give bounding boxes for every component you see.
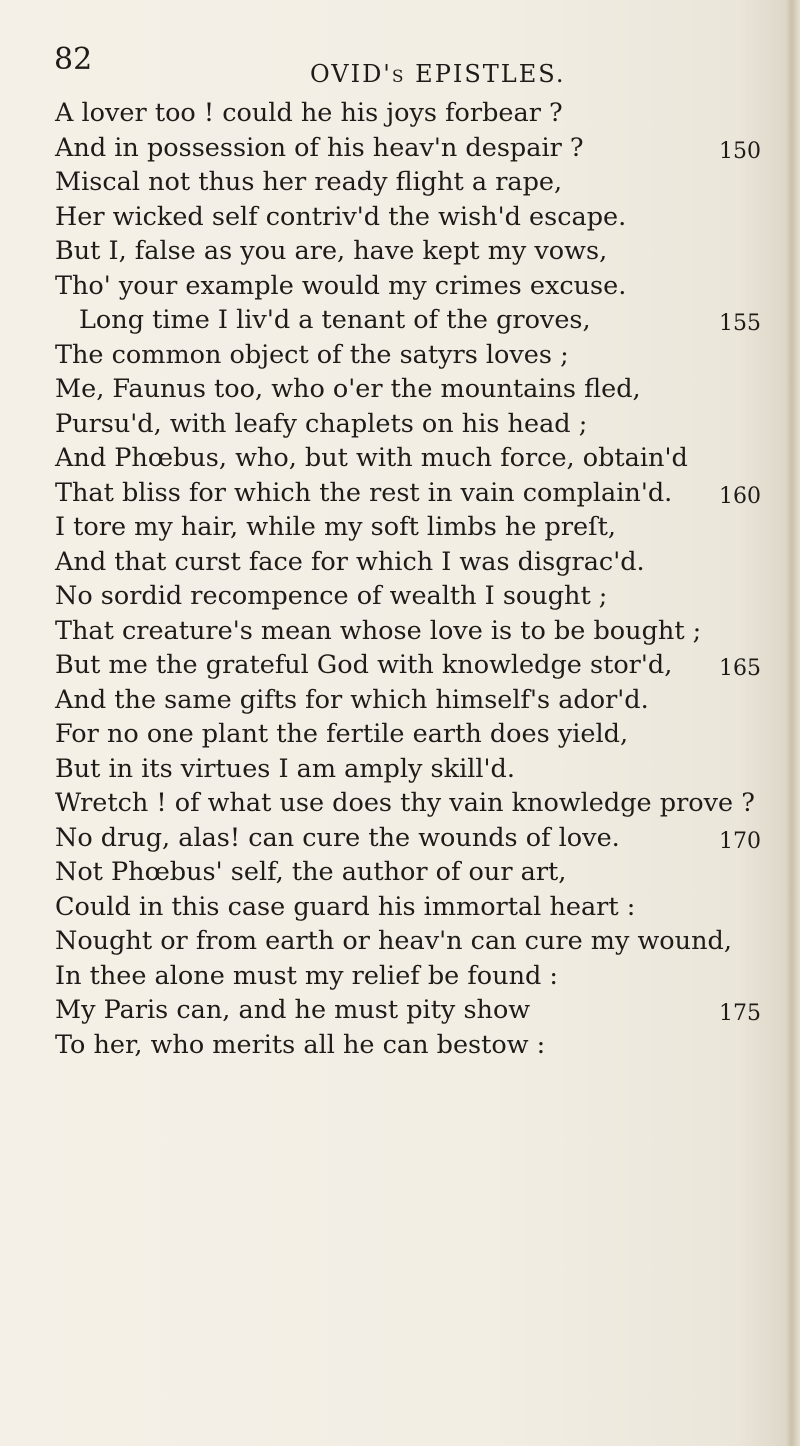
verse-text: Me, Faunus too, who o'er the mountains fled, <box>55 374 641 404</box>
verse-text: To her, who merits all he can bestow : <box>55 1029 546 1060</box>
verse-line <box>55 579 775 614</box>
verse-text: And the same gifts for which himself's ador'd. <box>55 684 649 715</box>
poem-body <box>55 96 775 1062</box>
page-number: 82 <box>54 42 93 77</box>
verse-line <box>55 407 775 442</box>
verse-text: For no one plant the fertile earth does yield, <box>55 719 629 749</box>
verse-text: No sordid recompence of wealth I sought ; <box>55 581 608 611</box>
verse-line <box>55 234 775 269</box>
line-number: 165 <box>719 656 761 681</box>
page-edge <box>786 0 800 1446</box>
verse-line <box>55 131 775 166</box>
verse-line <box>55 855 775 890</box>
verse-line <box>55 786 775 821</box>
verse-line <box>55 96 775 131</box>
verse-line <box>55 683 775 718</box>
line-number: 175 <box>719 1001 761 1026</box>
verse-line <box>55 821 775 856</box>
verse-line <box>55 545 775 580</box>
verse-line <box>55 1028 775 1063</box>
verse-text: I tore my hair, while my soft limbs he preſt, <box>55 512 616 542</box>
verse-line <box>55 269 775 304</box>
verse-line <box>55 648 775 683</box>
verse-text: Pursu'd, with leafy chaplets on his head ; <box>55 408 588 439</box>
verse-text: Her wicked self contriv'd the wish'd escape. <box>55 201 627 232</box>
verse-line <box>55 717 775 752</box>
verse-line <box>55 752 775 787</box>
line-number: 155 <box>719 311 761 336</box>
verse-text: That creature's mean whose love is to be bought ; <box>55 615 702 646</box>
verse-text: My Paris can, and he must pity show <box>55 995 531 1025</box>
verse-text: The common object of the satyrs loves ; <box>55 339 569 370</box>
verse-line <box>55 890 775 925</box>
verse-line <box>55 338 775 373</box>
verse-text: Could in this case guard his immortal heart : <box>55 891 636 922</box>
verse-text: No drug, alas! can cure the wounds of love. <box>55 822 620 853</box>
verse-text: In thee alone must my relief be found : <box>55 960 559 991</box>
line-number: 170 <box>719 828 761 854</box>
verse-line <box>55 993 775 1028</box>
verse-text: And that curst face for which I was disgrac'd. <box>55 546 645 577</box>
verse-text: But I, false as you are, have kept my vows, <box>55 236 608 266</box>
line-number: 160 <box>719 483 761 509</box>
verse-line <box>55 476 775 511</box>
verse-line <box>55 959 775 994</box>
verse-line <box>55 614 775 649</box>
verse-text: A lover too ! could he his joys forbear ? <box>55 98 563 128</box>
verse-text: Miscal not thus her ready flight a rape, <box>55 167 563 197</box>
verse-text: Not Phœbus' self, the author of our art, <box>55 857 567 887</box>
verse-line <box>55 441 775 476</box>
verse-text: But me the grateful God with knowledge stor'd, <box>55 650 673 680</box>
verse-line <box>55 303 775 338</box>
verse-text: Tho' your example would my crimes excuse. <box>55 270 627 301</box>
verse-text: Nought or from earth or heav'n can cure my wound, <box>55 926 732 956</box>
verse-line <box>55 510 775 545</box>
line-number: 150 <box>719 138 761 164</box>
verse-line <box>55 924 775 959</box>
running-head: OVID's EPISTLES. <box>310 60 566 88</box>
verse-text: Wretch ! of what use does thy vain knowledge prove ? <box>55 788 755 818</box>
verse-text: Long time I liv'd a tenant of the groves, <box>79 305 591 335</box>
verse-text: And in possession of his heav'n despair ? <box>55 132 584 163</box>
verse-text: But in its virtues I am amply skill'd. <box>55 753 515 784</box>
verse-line <box>55 200 775 235</box>
verse-line <box>55 372 775 407</box>
verse-line <box>55 165 775 200</box>
verse-text: And Phœbus, who, but with much force, obtain'd <box>55 443 688 473</box>
verse-text: That bliss for which the rest in vain complain'd. <box>55 477 673 508</box>
